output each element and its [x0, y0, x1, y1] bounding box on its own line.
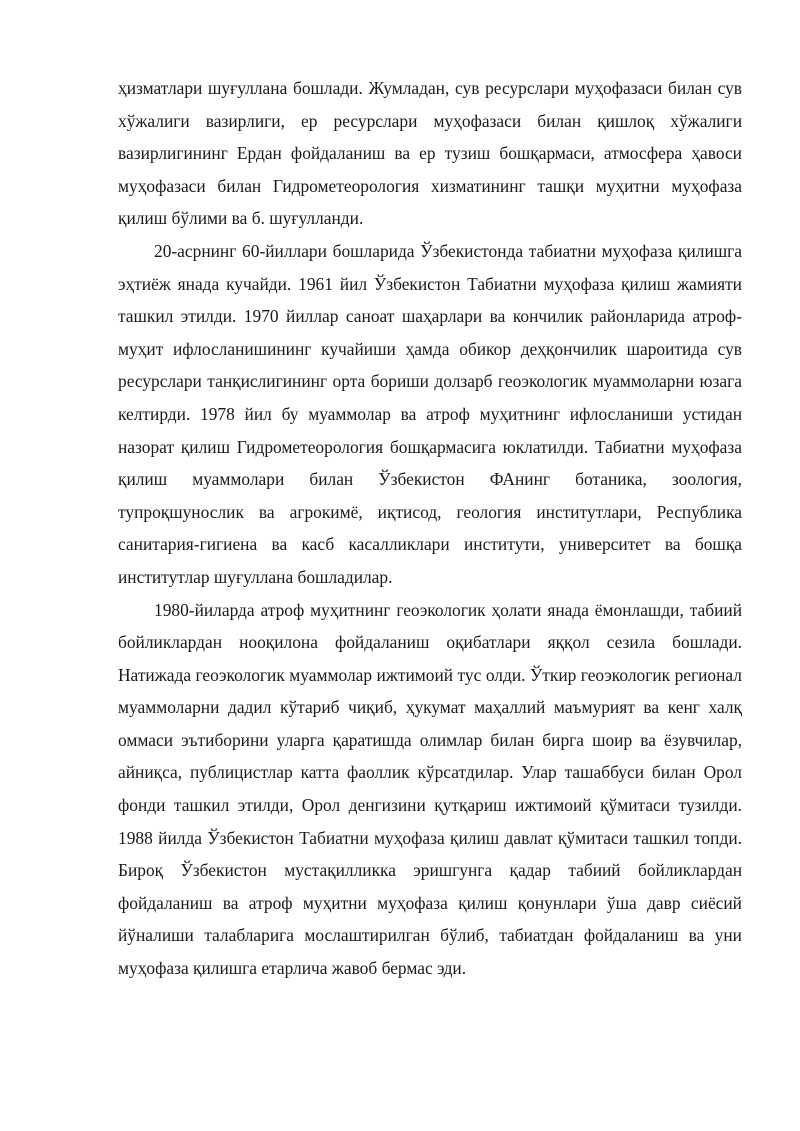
- document-body: [118, 72, 742, 985]
- paragraph-1960s: 20-асрнинг 60-йиллари бошларида Ўзбекистонда табиатни муҳофаза қилишга эҳтиёж янада кучайди. 1961 йил Ўзбекистон Табиатни муҳофаза қилиш жамияти ташкил этилди. 1970 йиллар саноат шаҳарлари ва кончилик районларида атроф-муҳит ифлосланишининг кучайиши ҳамда обикор деҳқончилик шароитида сув ресурслари танқислигининг орта бориши долзарб геоэкологик муаммоларни юзага келтирди. 1978 йил бу муаммолар ва атроф муҳитнинг ифлосланиши устидан назорат қилиш Гидрометеорология бошқармасига юклатилди. Табиатни муҳофаза қилиш муаммолари билан Ўзбекистон ФАнинг ботаника, зоология, тупроқшунослик ва агрокимё, иқтисод, геология институтлари, Республика санитария-гигиена ва касб касалликлари институти, университет ва бошқа институтлар шуғуллана бошладилар.: [118, 240, 742, 587]
- paragraph-continued: ҳизматлари шуғуллана бошлади. Жумладан, сув ресурслари муҳофазаси билан сув хўжалиги вазирлиги, ер ресурслари муҳофазаси билан қишлоқ хўжалиги вазирлигининг Ердан фойдаланиш ва ер тузиш бошқармаси, атмосфера ҳавоси муҳофазаси билан Гидрометеорология хизматининг ташқи муҳитни муҳофаза қилиш бўлими ва б. шуғулланди.: [118, 78, 742, 229]
- paragraph-1980s: 1980-йиларда атроф муҳитнинг геоэкологик ҳолати янада ёмонлашди, табиий бойликлардан нооқилона фойдаланиш оқибатлари яққол сезила бошлади. Натижада геоэкологик муаммолар ижтимоий тус олди. Ўткир геоэкологик регионал муаммоларни дадил кўтариб чиқиб, ҳукумат маҳаллий маъмурият ва кенг халқ оммаси эътиборини уларга қаратишда олимлар билан бирга шоир ва ёзувчилар, айниқса, публицистлар катта фаоллик кўрсатдилар. Улар ташаббуси билан Орол фонди ташкил этилди, Орол денгизини қутқариш ижтимоий қўмитаси тузилди. 1988 йилда Ўзбекистон Табиатни муҳофаза қилиш давлат қўмитаси ташкил топди. Бироқ Ўзбекистон мустақилликка эришгунга қадар табиий бойликлардан фойдаланиш ва атроф муҳитни муҳофаза қилиш қонунлари ўша давр сиёсий йўналиши талабларига мослаштирилган бўлиб, табиатдан фойдаланиш ва уни муҳофаза қилишга етарлича жавоб бермас эди.: [118, 599, 742, 979]
